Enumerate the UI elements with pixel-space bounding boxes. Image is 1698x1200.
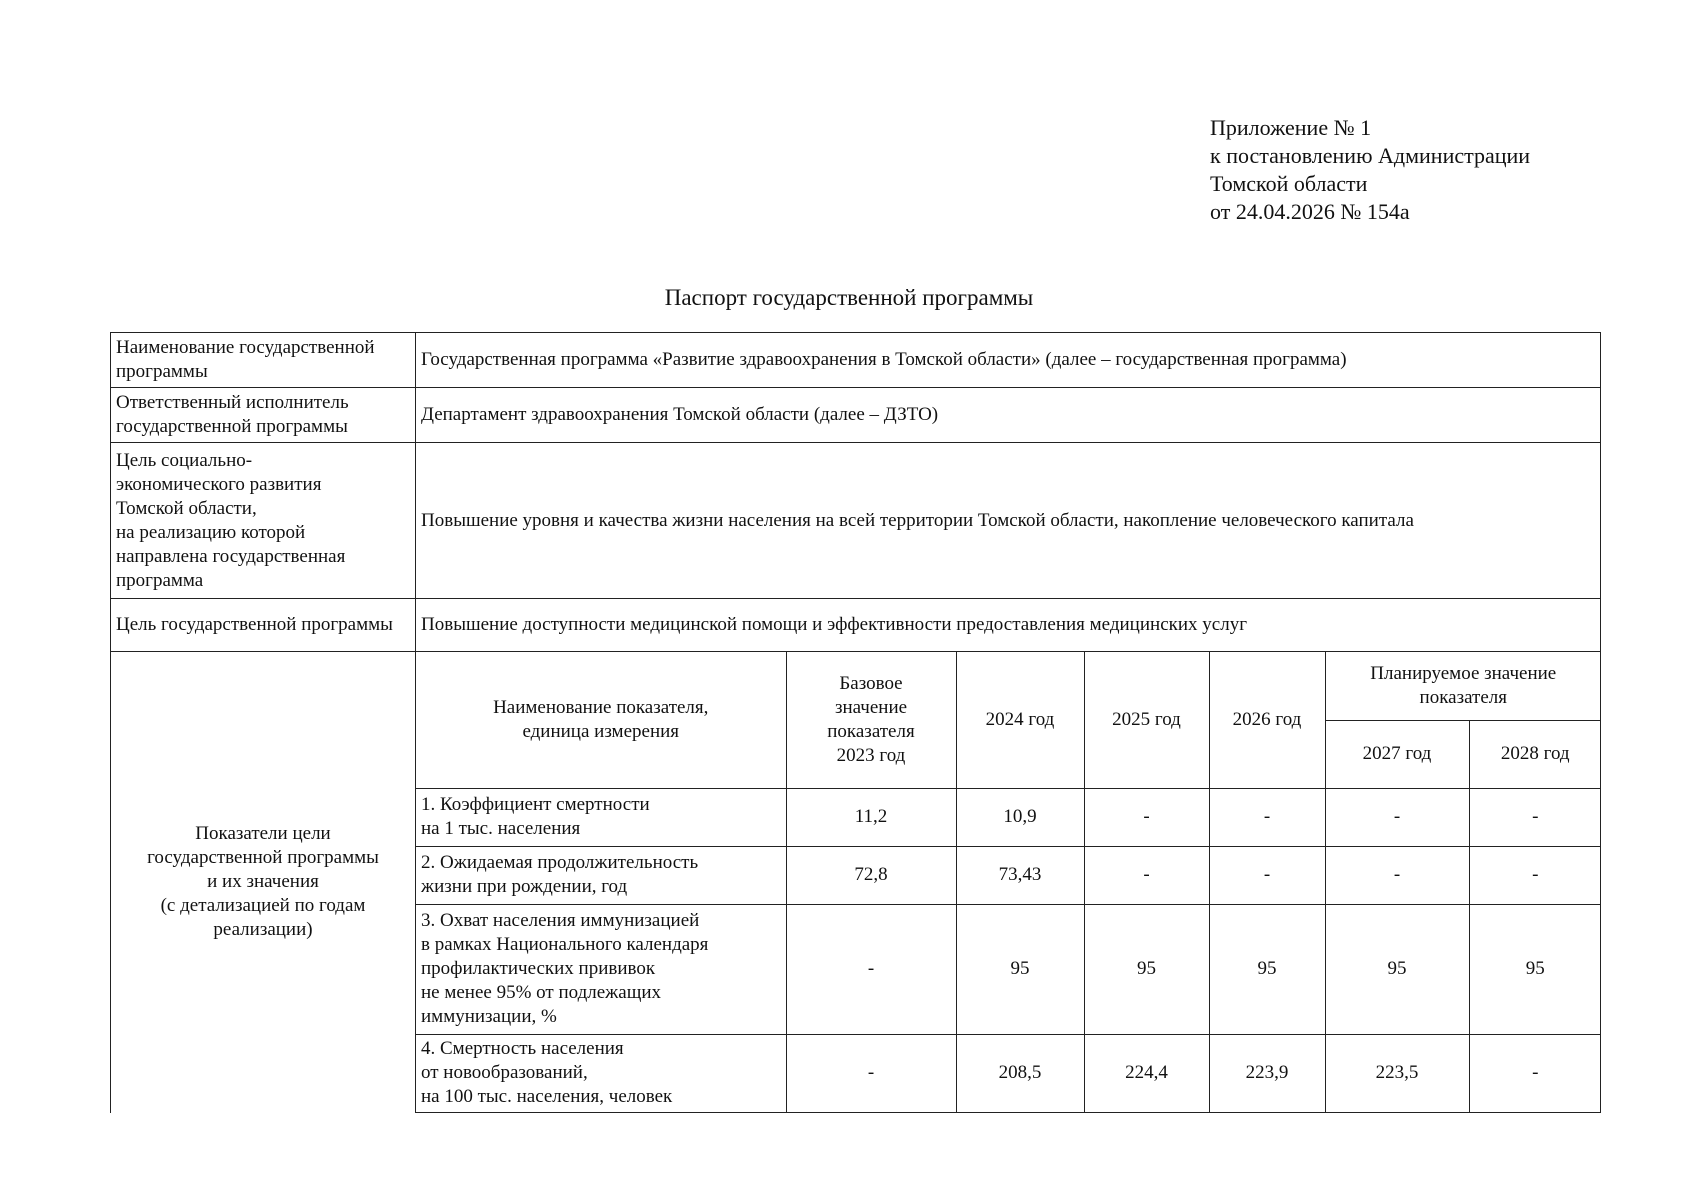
passport-value-text: Повышение уровня и качества жизни населения на всей территории Томской области, накопление человеческого капитала: [421, 509, 1414, 531]
label-line: 2. Ожидаемая продолжительность: [421, 852, 699, 873]
indicator-label: [416, 788, 786, 846]
header-line: направлена государственная: [116, 545, 346, 567]
column-header-base: [786, 652, 956, 788]
label-line: 3. Охват населения иммунизацией: [421, 910, 700, 931]
indicator-value: -: [1084, 788, 1209, 846]
appendix-line: Приложение № 1: [1210, 115, 1372, 140]
label-line: 4. Смертность населения: [421, 1038, 624, 1059]
column-header-2025: 2025 год: [1084, 652, 1209, 788]
indicator-value: 73,43: [956, 846, 1084, 904]
document-title: Паспорт государственной программы: [664, 285, 1034, 310]
indicator-value: 95: [1084, 904, 1209, 1034]
passport-header-cell: [111, 333, 416, 388]
header-line: Цель социально-: [116, 449, 253, 471]
indicator-value: 95: [1325, 904, 1469, 1034]
indicators-header-row: [416, 652, 1601, 720]
indicator-value: 10,9: [956, 788, 1084, 846]
indicator-value: -: [1209, 846, 1325, 904]
header-line: Показатели цели: [195, 823, 331, 845]
header-line: значение: [834, 696, 908, 718]
passport-row-name: [111, 333, 1601, 388]
header-line: и их значения: [207, 871, 319, 893]
passport-row-social-goal: [111, 443, 1601, 599]
indicator-label: [416, 1034, 786, 1112]
passport-header-cell: [111, 599, 416, 652]
passport-header-text: Цель государственной программы: [116, 614, 393, 635]
indicators-table: [416, 652, 1601, 1113]
header-line: показателя: [1419, 686, 1507, 708]
passport-value-text: Государственная программа «Развитие здравоохранения в Томской области» (далее – государственная программа): [421, 349, 1347, 370]
passport-value-cell: [416, 443, 1601, 599]
passport-header-cell: [111, 443, 416, 599]
label-line: профилактических прививок: [421, 958, 656, 979]
indicator-value: -: [1209, 788, 1325, 846]
passport-value-cell: [416, 599, 1601, 652]
header-line: Базовое: [839, 672, 903, 694]
column-header-2027: 2027 год: [1325, 720, 1469, 788]
label-line: от новообразований,: [421, 1062, 588, 1083]
label-line: 1. Коэффициент смертности: [421, 794, 650, 815]
indicator-value: -: [786, 904, 956, 1034]
header-line: государственной программы: [147, 847, 379, 869]
appendix-block: [1210, 114, 1530, 226]
passport-value-text: Департамент здравоохранения Томской области (далее – ДЗТО): [421, 404, 939, 425]
passport-header-text: Ответственный исполнитель государственной программы: [116, 392, 349, 437]
indicator-value: 223,5: [1325, 1034, 1469, 1112]
indicator-value: 224,4: [1084, 1034, 1209, 1112]
indicator-value: -: [1325, 788, 1469, 846]
indicator-label: [416, 904, 786, 1034]
passport-row-indicators: [111, 652, 1601, 1113]
appendix-line: к постановлению Администрации: [1210, 143, 1531, 168]
header-line: 2023 год: [836, 744, 906, 766]
header-line: показателя: [827, 720, 915, 742]
passport-row-program-goal: [111, 599, 1601, 652]
indicator-value: -: [1469, 846, 1601, 904]
passport-table: [110, 332, 1601, 1113]
header-line: на реализацию которой: [116, 521, 306, 543]
passport-value-cell: [416, 333, 1601, 388]
indicator-value: -: [1469, 1034, 1601, 1112]
indicator-value: -: [1469, 788, 1601, 846]
header-line: Планируемое значение: [1370, 662, 1557, 684]
label-line: не менее 95% от подлежащих: [421, 982, 662, 1003]
column-header-planned: [1325, 652, 1601, 720]
label-line: на 1 тыс. населения: [421, 818, 581, 839]
indicator-value: 95: [1469, 904, 1601, 1034]
indicator-value: -: [1084, 846, 1209, 904]
header-line: Томской области,: [116, 497, 257, 519]
indicators-container: [416, 652, 1601, 1113]
indicator-label: [416, 846, 786, 904]
indicator-value: 208,5: [956, 1034, 1084, 1112]
passport-value-cell: [416, 388, 1601, 443]
label-line: иммунизации, %: [421, 1006, 557, 1027]
indicator-row: [416, 846, 1601, 904]
indicator-row: [416, 788, 1601, 846]
indicator-value: 72,8: [786, 846, 956, 904]
indicator-value: 223,9: [1209, 1034, 1325, 1112]
label-line: в рамках Национального календаря: [421, 934, 709, 955]
indicator-value: -: [1325, 846, 1469, 904]
header-line: (с детализацией по годам: [160, 895, 366, 917]
header-line: Наименование показателя,: [493, 696, 709, 718]
passport-header-text: Наименование государственной программы: [116, 337, 375, 382]
indicator-value: 11,2: [786, 788, 956, 846]
indicator-value: 95: [956, 904, 1084, 1034]
column-header-2028: 2028 год: [1469, 720, 1601, 788]
header-line: экономического развития: [116, 473, 322, 495]
appendix-line: Томской области: [1210, 171, 1368, 196]
appendix-line: от 24.04.2026 № 154а: [1210, 199, 1410, 224]
indicator-row: [416, 1034, 1601, 1112]
header-line: единица измерения: [522, 720, 680, 742]
indicator-row: [416, 904, 1601, 1034]
column-header-2024: 2024 год: [956, 652, 1084, 788]
column-header-name: [416, 652, 786, 788]
column-header-2026: 2026 год: [1209, 652, 1325, 788]
label-line: жизни при рождении, год: [421, 876, 628, 897]
passport-row-executor: [111, 388, 1601, 443]
label-line: на 100 тыс. населения, человек: [421, 1086, 673, 1107]
indicator-value: -: [786, 1034, 956, 1112]
passport-value-text: Повышение доступности медицинской помощи и эффективности предоставления медицинских услуг: [421, 614, 1247, 635]
header-line: программа: [116, 569, 204, 591]
passport-header-cell: [111, 388, 416, 443]
indicator-value: 95: [1209, 904, 1325, 1034]
header-line: реализации): [213, 919, 313, 941]
indicators-header-cell: [111, 652, 416, 1113]
